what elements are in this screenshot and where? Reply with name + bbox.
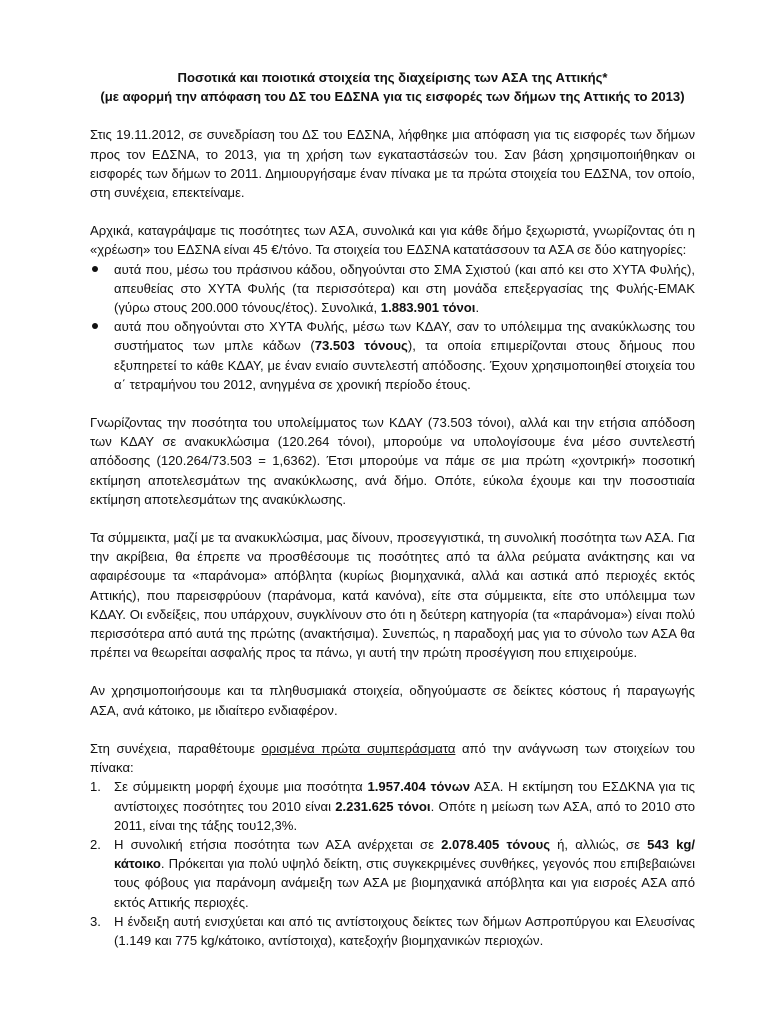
paragraph-total-quantity: Τα σύμμεικτα, μαζί με τα ανακυκλώσιμα, μας δίνουν, προσεγγιστικά, τη συνολική ποσότητα των ΑΣΑ. Για την ακρίβεια, θα έπρεπε να προσθέσουμε τις ποσότητες από τα άλλα ρεύματα ανάκτησης και να αφαιρέσουμε τα «παράνομα» απόβλητα (κυρίως βιομηχανικά, αλλά και αστικά από περιοχές εκτός Αττικής), που παρεισφρύουν (παράνομα, κατά κανόνα), είτε στα σύμμεικτα, είτε στο υπόλειμμα των ΚΔΑΥ. Οι ενδείξεις, που υπάρχουν, συγκλίνουν στο ότι η δεύτερη κατηγορία (τα «παράνομα») είναι πολύ περισσότερα από αυτά της πρώτης (ανακτήσιμα). Συνεπώς, η παραδοχή μας για το σύνολο των ΑΣΑ θα πρέπει να θεωρείται ασφαλής προς τα πάνω, γι αυτή την πρώτη προσέγγιση που επιχειρούμε.: [90, 530, 695, 661]
bullet-icon: [92, 266, 98, 272]
list-item: αυτά που οδηγούνται στο ΧΥΤΑ Φυλής, μέσω των ΚΔΑΥ, σαν το υπόλειμμα της ανακύκλωσης του συστήματος των μπλε κάδων (73.503 τόνους), τα οποία επιμερίζονται στους δήμους που εξυπηρετεί το κάθε ΚΔΑΥ, με έναν ενιαίο συντελεστή απόδοσης. Έχουν χρησιμοποιηθεί στοιχεία του α΄ τετραμήνου του 2012, ανηγμένα σε χρονική περίοδο έτους.: [90, 317, 695, 394]
bullet-icon: [92, 323, 98, 329]
paragraph-categories: Αρχικά, καταγράψαμε τις ποσότητες των ΑΣΑ, συνολικά και για κάθε δήμο ξεχωριστά, γνωρίζοντας ότι η «χρέωση» του ΕΔΣΝΑ είναι 45 €/τόνο. Τα στοιχεία του ΕΔΣΝΑ κατατάσσουν τα ΑΣΑ σε δύο κατηγορίες:: [90, 223, 695, 258]
list-item: 1. Σε σύμμεικτη μορφή έχουμε μια ποσότητα 1.957.404 τόνων ΑΣΑ. Η εκτίμηση του ΕΣΔΚΝΑ για τις αντίστοιχες ποσότητες του 2010 είναι 2.231.625 τόνοι. Οπότε η μείωση των ΑΣΑ, από το 2010 στο 2011, είναι της τάξης του12,3%.: [90, 779, 696, 833]
paragraph-recycling-estimate: Γνωρίζοντας την ποσότητα του υπολείμματος των ΚΔΑΥ (73.503 τόνοι), αλλά και την ετήσια απόδοση των ΚΔΑΥ σε ανακυκλώσιμα (120.264 τόνοι), μπορούμε να υπολογίσουμε ένα μέσο συντελεστή απόδοσης (120.264/73.503 = 1,6362). Έτσι μπορούμε να πάμε σε μια πρώτη «χοντρική» ποσοτική εκτίμηση αποτελεσμάτων της ανακύκλωσης, ανά δήμο. Οπότε, εύκολα έχουμε και την ποσοστιαία εκτίμηση αποτελεσμάτων της ανακύκλωσης.: [90, 415, 695, 507]
list-item: 2. Η συνολική ετήσια ποσότητα των ΑΣΑ ανέρχεται σε 2.078.405 τόνους ή, αλλιώς, σε 543 kg/κάτοικο. Πρόκειται για πολύ υψηλό δείκτη, στις συγκεκριμένες συνθήκες, γεγονός που επιβεβαιώνει τους φόβους για παράνομη ανάμειξη των ΑΣΑ με βιομηχανικά απόβλητα και για εισροές ΑΣΑ από εκτός Αττικής περιοχές.: [90, 836, 695, 910]
category-list: [90, 260, 695, 394]
document-title: Ποσοτικά και ποιοτικά στοιχεία της διαχείρισης των ΑΣΑ της Αττικής*: [177, 70, 608, 85]
paragraph-population-indices: Αν χρησιμοποιήσουμε και τα πληθυσμιακά στοιχεία, οδηγούμαστε σε δείκτες κόστους ή παραγωγής ΑΣΑ, ανά κάτοικο, με ιδιαίτερο ενδιαφέρον.: [90, 683, 695, 718]
conclusions-list: [90, 777, 695, 950]
document-page: [90, 68, 695, 950]
paragraph-intro: Στις 19.11.2012, σε συνεδρίαση του ΔΣ του ΕΔΣΝΑ, λήφθηκε μια απόφαση για τις εισφορές των δήμων προς τον ΕΔΣΝΑ, το 2013, για τη χρήση των εγκαταστάσεών του. Σαν βάση χρησιμοποιήθηκαν οι εισφορές των δήμων το 2011. Δημιουργήσαμε έναν πίνακα με τα πρώτα στοιχεία του ΕΔΣΝΑ, τον οποίο, στη συνέχεια, επεκτείναμε.: [90, 127, 695, 201]
list-item: 3. Η ένδειξη αυτή ενισχύεται και από τις αντίστοιχους δείκτες των δήμων Ασπροπύργου και Ελευσίνας (1.149 και 775 kg/κάτοικο, αντίστοιχα), κατεξοχήν βιομηχανικών περιοχών.: [90, 913, 695, 948]
paragraph-conclusions-intro: Στη συνέχεια, παραθέτουμε ορισμένα πρώτα συμπεράσματα από την ανάγνωση των στοιχείων του πίνακα:: [90, 740, 696, 776]
document-subtitle: (με αφορμή την απόφαση του ΔΣ του ΕΔΣΝΑ για τις εισφορές των δήμων της Αττικής το 2013): [100, 89, 685, 105]
list-item: αυτά που, μέσω του πράσινου κάδου, οδηγούνται στο ΣΜΑ Σχιστού (και από κει στο ΧΥΤΑ Φυλής), απευθείας στο ΧΥΤΑ Φυλής (τα περισσότερα) και στη μονάδα επεξεργασίας της Φυλής-ΕΜΑΚ (γύρω στους 200.000 τόνους/έτος). Συνολικά, 1.883.901 τόνοι.: [90, 260, 695, 318]
